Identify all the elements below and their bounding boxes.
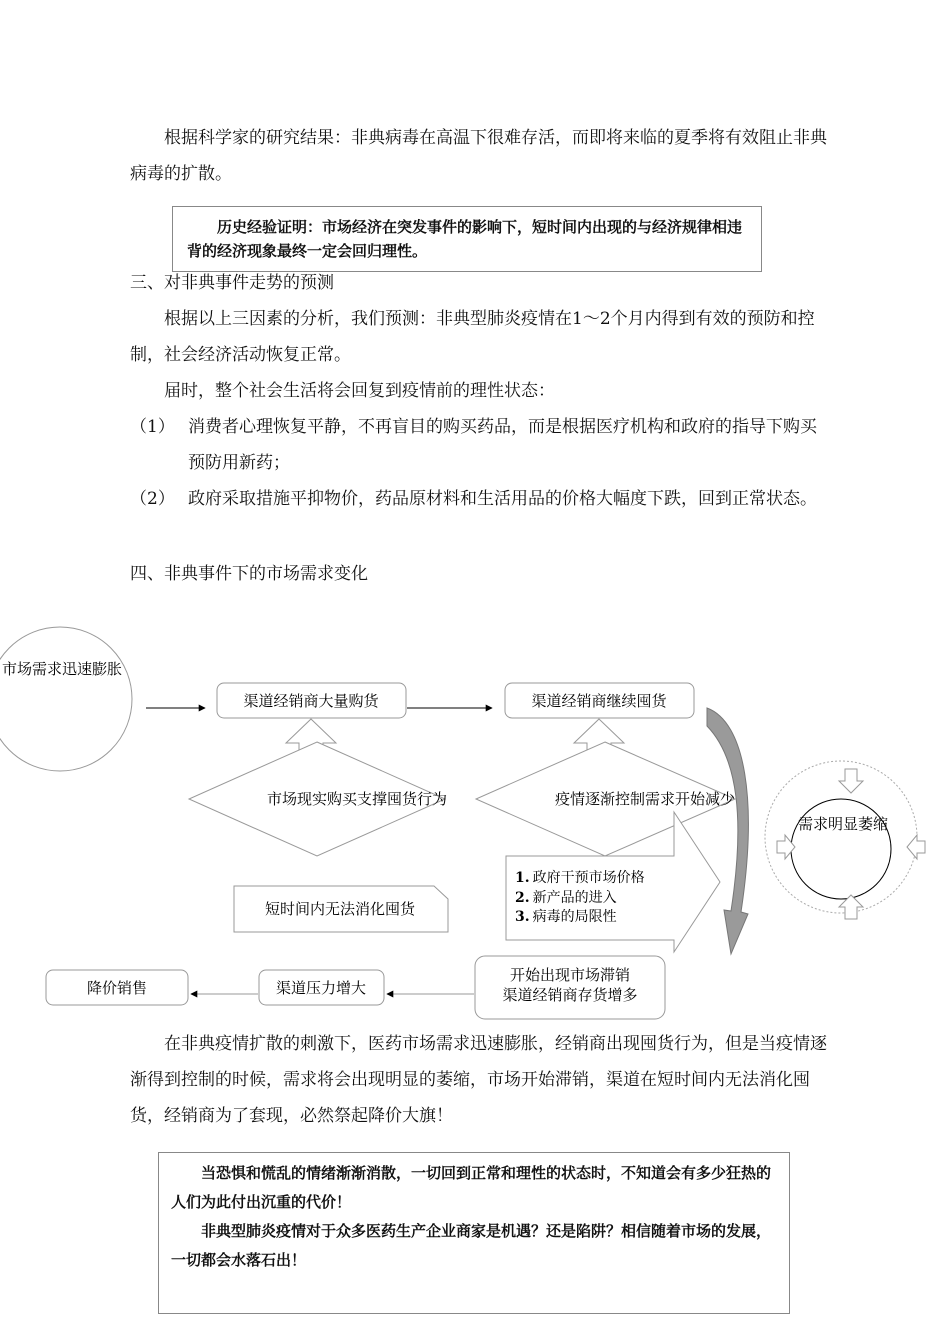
curved-gray-arrow: [707, 708, 748, 954]
circle-demand-expand-label: 市场需求迅速膨胀: [1, 660, 123, 678]
list-item-number: （1）: [130, 417, 175, 437]
diamond-demand-decrease-label: 疫情逐渐控制需求开始减少: [554, 790, 736, 808]
box-stagnant-sales-line1: 开始出现市场滞销: [509, 966, 631, 984]
callout-history: [172, 206, 762, 272]
callout-conclusion-p1: 当恐惧和慌乱的情绪渐渐消散，一切回到正常和理性的状态时，不知道会有多少狂热的人们为此付出沉重的代价！: [171, 1164, 772, 1211]
box-channel-pressure-label: 渠道压力增大: [275, 979, 367, 997]
paragraph-summary: 在非典疫情扩散的刺激下，医药市场需求迅速膨胀，经销商出现囤货行为，但是当疫情逐渐得到控制的时候，需求将会出现明显的萎缩，市场开始滞销，渠道在短时间内无法消化囤货，经销商为了套现，必然祭起降价大旗！: [130, 1034, 827, 1126]
factor-2: 2. 新产品的进入: [515, 890, 617, 906]
market-demand-diagram: [0, 615, 950, 1020]
callout-conclusion-p2: 非典型肺炎疫情对于众多医药生产企业商家是机遇？还是陷阱？相信随着市场的发展，一切都会水落石出！: [171, 1222, 772, 1269]
box-continue-hoarding-label: 渠道经销商继续囤货: [531, 692, 667, 710]
box-cannot-digest-label: 短时间内无法消化囤货: [264, 900, 416, 918]
factor-3: 3. 病毒的局限性: [515, 909, 617, 925]
list-item-text: 消费者心理恢复平静，不再盲目的购买药品，而是根据医疗机构和政府的指导下购买预防用新药；: [188, 417, 817, 473]
callout-history-text: 历史经验证明：市场经济在突发事件的影响下，短时间内出现的与经济规律相违背的经济现象最终一定会回归理性。: [187, 218, 743, 260]
paragraph-prediction: 根据以上三因素的分析，我们预测：非典型肺炎疫情在1～2个月内得到有效的预防和控制，社会经济活动恢复正常。: [130, 309, 815, 365]
diamond-purchase-support-label: 市场现实购买支撑囤货行为: [266, 790, 448, 808]
paragraph-virus-research: 根据科学家的研究结果：非典病毒在高温下很难存活，而即将来临的夏季将有效阻止非典病毒的扩散。: [130, 128, 827, 184]
section-heading-4: 四、非典事件下的市场需求变化: [130, 564, 368, 584]
list-item-text: 政府采取措施平抑物价，药品原材料和生活用品的价格大幅度下跌，回到正常状态。: [188, 489, 817, 509]
paragraph-return-rational: 届时，整个社会生活将会回复到疫情前的理性状态：: [164, 381, 555, 401]
section-heading-3: 三、对非典事件走势的预测: [130, 273, 334, 293]
circle-demand-shrink-inner: [791, 799, 891, 899]
box-price-cut-label: 降价销售: [86, 979, 148, 997]
box-stagnant-sales-line2: 渠道经销商存货增多: [502, 986, 638, 1004]
circle-demand-expand: [0, 627, 132, 771]
circle-demand-shrink-label: 需求明显萎缩: [797, 815, 889, 833]
callout-conclusion: [158, 1152, 790, 1314]
list-item-number: （2）: [130, 489, 175, 509]
factor-1: 1. 政府干预市场价格: [515, 870, 645, 886]
box-bulk-buying-label: 渠道经销商大量购货: [243, 692, 379, 710]
